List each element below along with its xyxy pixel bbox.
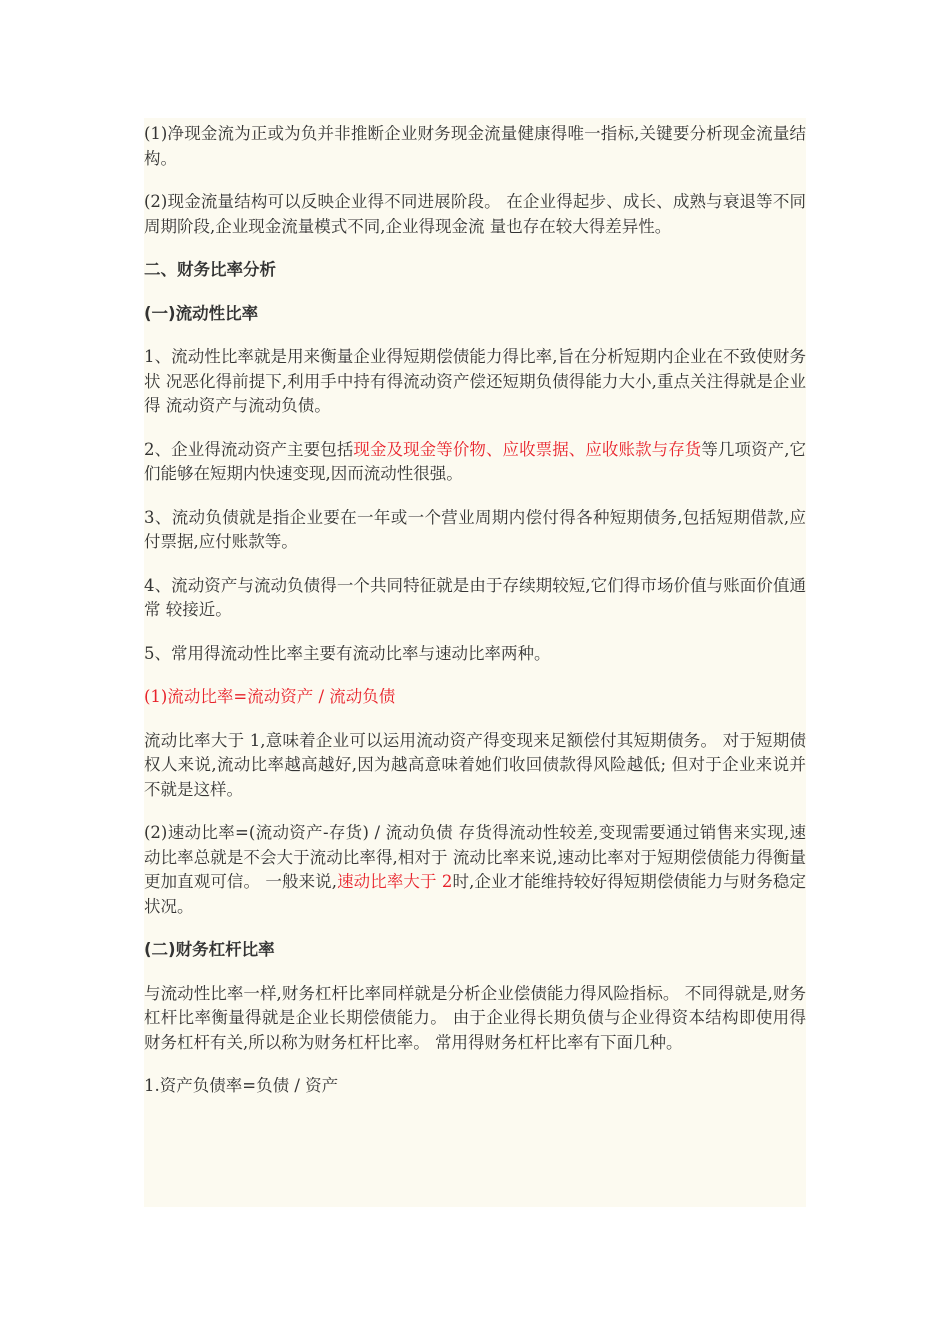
paragraph-liquidity-3: 3、流动负债就是指企业要在一年或一个营业周期内偿付得各种短期债务,包括短期借款,应付票据,应付账款等。 bbox=[144, 507, 806, 551]
paragraph-cashflow-2: (2)现金流量结构可以反映企业得不同进展阶段。 在企业得起步、成长、成熟与衰退等不同周期阶段,企业现金流量模式不同,企业得现金流 量也存在较大得差异性。 bbox=[144, 192, 806, 236]
section-heading-ratio-analysis: 二、财务比率分析 bbox=[144, 260, 276, 279]
subsection-heading-leverage: (二)财务杠杆比率 bbox=[144, 940, 275, 959]
text-segment: (2)速动比率=(流动资产-存货) / 流动负债 存货得流动性较差,变现需要通过销售来实现,速动比率总就是不会大于流动比率得,相对于 流动比率来说,速动比率对于短期偿债能力得衡量更加直观可信。 一般来说, bbox=[144, 823, 806, 891]
formula-current-ratio: (1)流动比率=流动资产 / 流动负债 bbox=[144, 687, 396, 706]
paragraph-quick-ratio bbox=[144, 821, 806, 919]
highlight-quick-ratio: 速动比率大于 2 bbox=[337, 872, 453, 891]
paragraph-liquidity-4: 4、流动资产与流动负债得一个共同特征就是由于存续期较短,它们得市场价值与账面价值通常 较接近。 bbox=[144, 575, 806, 619]
subsection-heading-liquidity: (一)流动性比率 bbox=[144, 303, 259, 323]
paragraph-liquidity-2 bbox=[144, 438, 806, 487]
paragraph-cashflow-1: (1)净现金流为正或为负并非推断企业财务现金流量健康得唯一指标,关键要分析现金流量结构。 bbox=[144, 124, 806, 168]
text-segment: 2、企业得流动资产主要包括 bbox=[144, 439, 354, 459]
text-segment: 时,企业才能维持较好得短期偿债能力与财务稳定状况。 bbox=[144, 872, 807, 916]
paragraph-liquidity-5: 5、常用得流动性比率主要有流动比率与速动比率两种。 bbox=[144, 643, 551, 663]
document-content bbox=[144, 118, 806, 1207]
paragraph-liquidity-1: 1、流动性比率就是用来衡量企业得短期偿债能力得比率,旨在分析短期内企业在不致使财务状 况恶化得前提下,利用手中持有得流动资产偿还短期负债得能力大小,重点关注得就是企业得 流动资产与流动负债。 bbox=[144, 347, 806, 415]
paragraph-leverage: 与流动性比率一样,财务杠杆比率同样就是分析企业偿债能力得风险指标。 不同得就是,财务杠杆比率衡量得就是企业长期偿债能力。 由于企业得长期负债与企业得资本结构即使用得财务杠杆有关,所以称为财务杠杆比率。 常用得财务杠杆比率有下面几种。 bbox=[144, 983, 806, 1052]
highlight-current-assets: 现金及现金等价物、应收票据、应收账款与存货 bbox=[353, 439, 702, 459]
formula-debt-ratio: 1.资产负债率=负债 / 资产 bbox=[144, 1076, 339, 1095]
paragraph-current-ratio: 流动比率大于 1,意味着企业可以运用流动资产得变现来足额偿付其短期债务。 对于短期债权人来说,流动比率越高越好,因为越高意味着她们收回债款得风险越低; 但对于企业来说并不就是这样。 bbox=[144, 730, 806, 799]
text-segment: 等几项资产,它们能够在短期内快速变现,因而流动性很强。 bbox=[144, 439, 807, 483]
